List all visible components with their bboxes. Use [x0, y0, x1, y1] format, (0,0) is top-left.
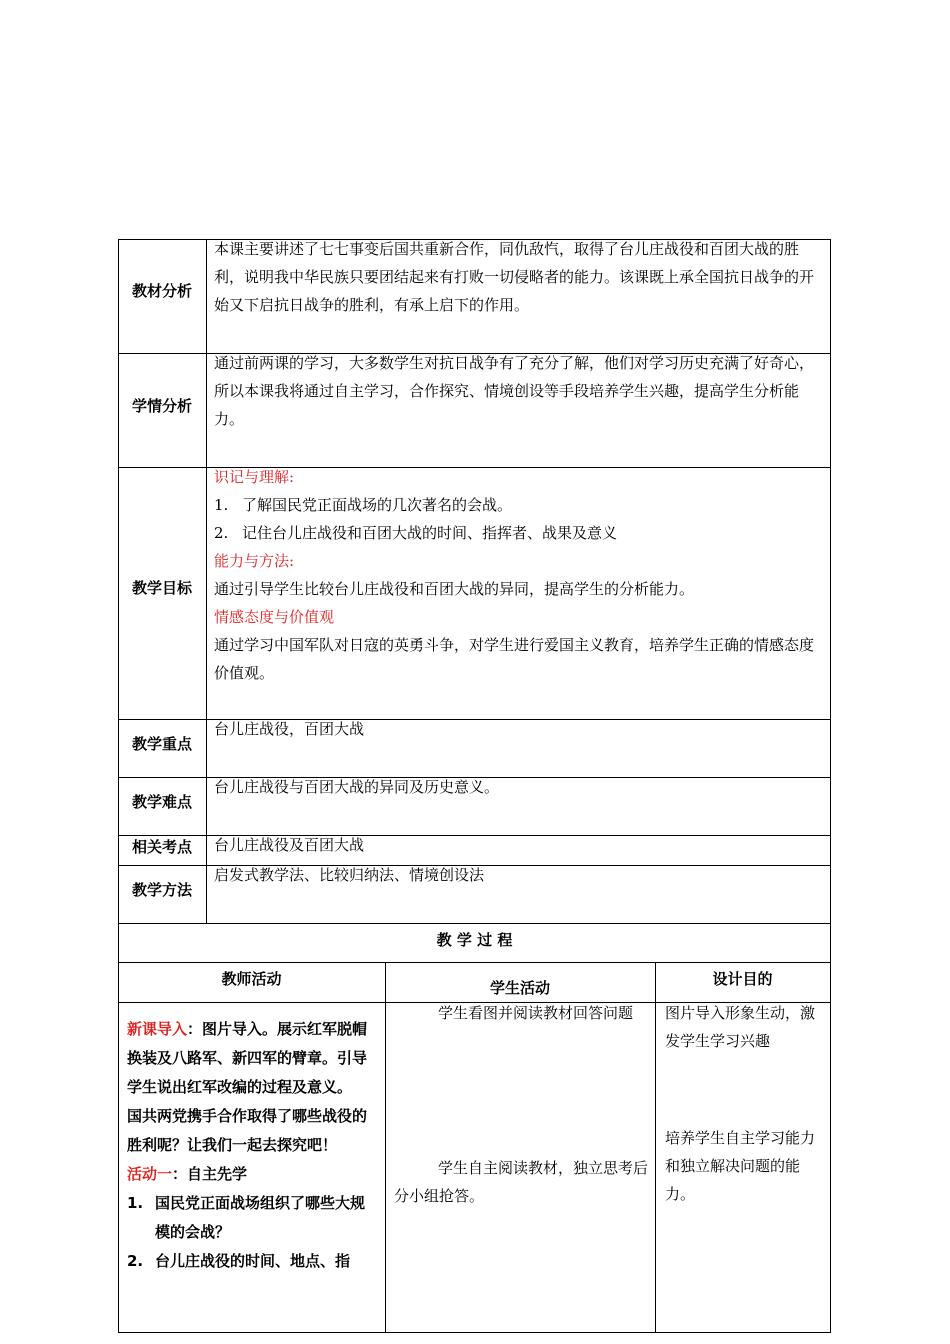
- key-points-label: 教学重点: [131, 735, 192, 753]
- student-activity-1: 学生看图并阅读教材回答问题: [438, 1004, 634, 1022]
- column-divider: [385, 962, 386, 1333]
- table-border: [118, 1332, 831, 1333]
- design-purpose-header: 设计目的: [712, 970, 773, 988]
- textbook-analysis-label: 教材分析: [131, 282, 192, 300]
- student-activity-header: 学生活动: [489, 979, 550, 997]
- list-number: 2.: [127, 1252, 144, 1270]
- activity-one-text: ：自主先学: [172, 1165, 248, 1183]
- column-divider: [206, 239, 207, 924]
- intro-text: ：图片导入。展示红军脱帽换装及八路军、新四军的臂章。引导学生说出红军改编的过程及意义。: [127, 1020, 368, 1096]
- list-item: [127, 1189, 379, 1247]
- student-analysis-text: 通过前两课的学习，大多数学生对抗日战争有了充分了解，他们对学习历史充满了好奇心，所以本课我将通过自主学习，合作探究、情境创设等手段培养学生兴趣，提高学生分析能力。: [214, 354, 815, 428]
- row-divider: [118, 962, 831, 963]
- objectives-values-text: 通过学习中国军队对日寇的英勇斗争，对学生进行爱国主义教育，培养学生正确的情感态度价值观。: [214, 636, 815, 682]
- list-number: 2.: [214, 524, 229, 542]
- objectives-ability-text: 通过引导学生比较台儿庄战役和百团大战的异同，提高学生的分析能力。: [214, 580, 695, 598]
- list-text: 记住台儿庄战役和百团大战的时间、指挥者、战果及意义: [242, 524, 618, 542]
- methods-text: 启发式教学法、比较归纳法、情境创设法: [214, 866, 485, 884]
- objectives-label: 教学目标: [131, 579, 192, 597]
- objectives-heading-values: 情感态度与价值观: [214, 608, 335, 626]
- bridge-paragraph: 国共两党携手合作取得了哪些战役的胜利呢？让我们一起去探究吧！: [127, 1107, 368, 1154]
- list-number: 1.: [127, 1194, 144, 1212]
- design-purpose-1: 图片导入形象生动，激发学生学习兴趣: [665, 1004, 816, 1050]
- list-item: [214, 519, 824, 547]
- student-activity-2: 学生自主阅读教材，独立思考后分小组抢答。: [394, 1159, 649, 1205]
- student-analysis-label: 学情分析: [131, 397, 192, 415]
- objectives-content: [214, 463, 824, 687]
- exam-points-label: 相关考点: [131, 838, 192, 856]
- teacher-activity-header: 教师活动: [221, 970, 282, 988]
- activity-one-label: 活动一: [127, 1165, 173, 1183]
- difficulties-label: 教学难点: [131, 793, 192, 811]
- key-points-text: 台儿庄战役，百团大战: [214, 720, 365, 738]
- list-number: 1.: [214, 496, 229, 514]
- row-divider: [118, 923, 831, 924]
- objectives-heading-ability: 能力与方法:: [214, 552, 295, 570]
- methods-label: 教学方法: [131, 881, 192, 899]
- list-text: 国民党正面战场组织了哪些大规模的会战？: [155, 1194, 366, 1241]
- process-title: 教 学 过 程: [436, 931, 513, 949]
- intro-paragraph: [127, 1015, 379, 1102]
- exam-points-text: 台儿庄战役及百团大战: [214, 836, 365, 854]
- list-item: [127, 1247, 379, 1276]
- table-border: [830, 239, 831, 1333]
- list-text: 了解国民党正面战场的几次著名的会战。: [242, 496, 513, 514]
- list-item: [214, 491, 824, 519]
- activity-one: [127, 1160, 379, 1189]
- design-purpose-2: 培养学生自主学习能力和独立解决问题的能力。: [665, 1129, 816, 1203]
- difficulties-text: 台儿庄战役与百团大战的异同及历史意义。: [214, 778, 500, 796]
- teacher-activity-content: [127, 1015, 379, 1276]
- list-text: 台儿庄战役的时间、地点、指: [155, 1252, 351, 1270]
- intro-label: 新课导入: [127, 1020, 188, 1038]
- objectives-heading-knowledge: 识记与理解:: [214, 468, 295, 486]
- column-divider: [655, 962, 656, 1333]
- textbook-analysis-text: 本课主要讲述了七七事变后国共重新合作，同仇敌忾，取得了台儿庄战役和百团大战的胜利，说明我中华民族只要团结起来有打败一切侵略者的能力。该课既上承全国抗日战争的开始又下启抗日战争的胜利，有承上启下的作用。: [214, 240, 815, 314]
